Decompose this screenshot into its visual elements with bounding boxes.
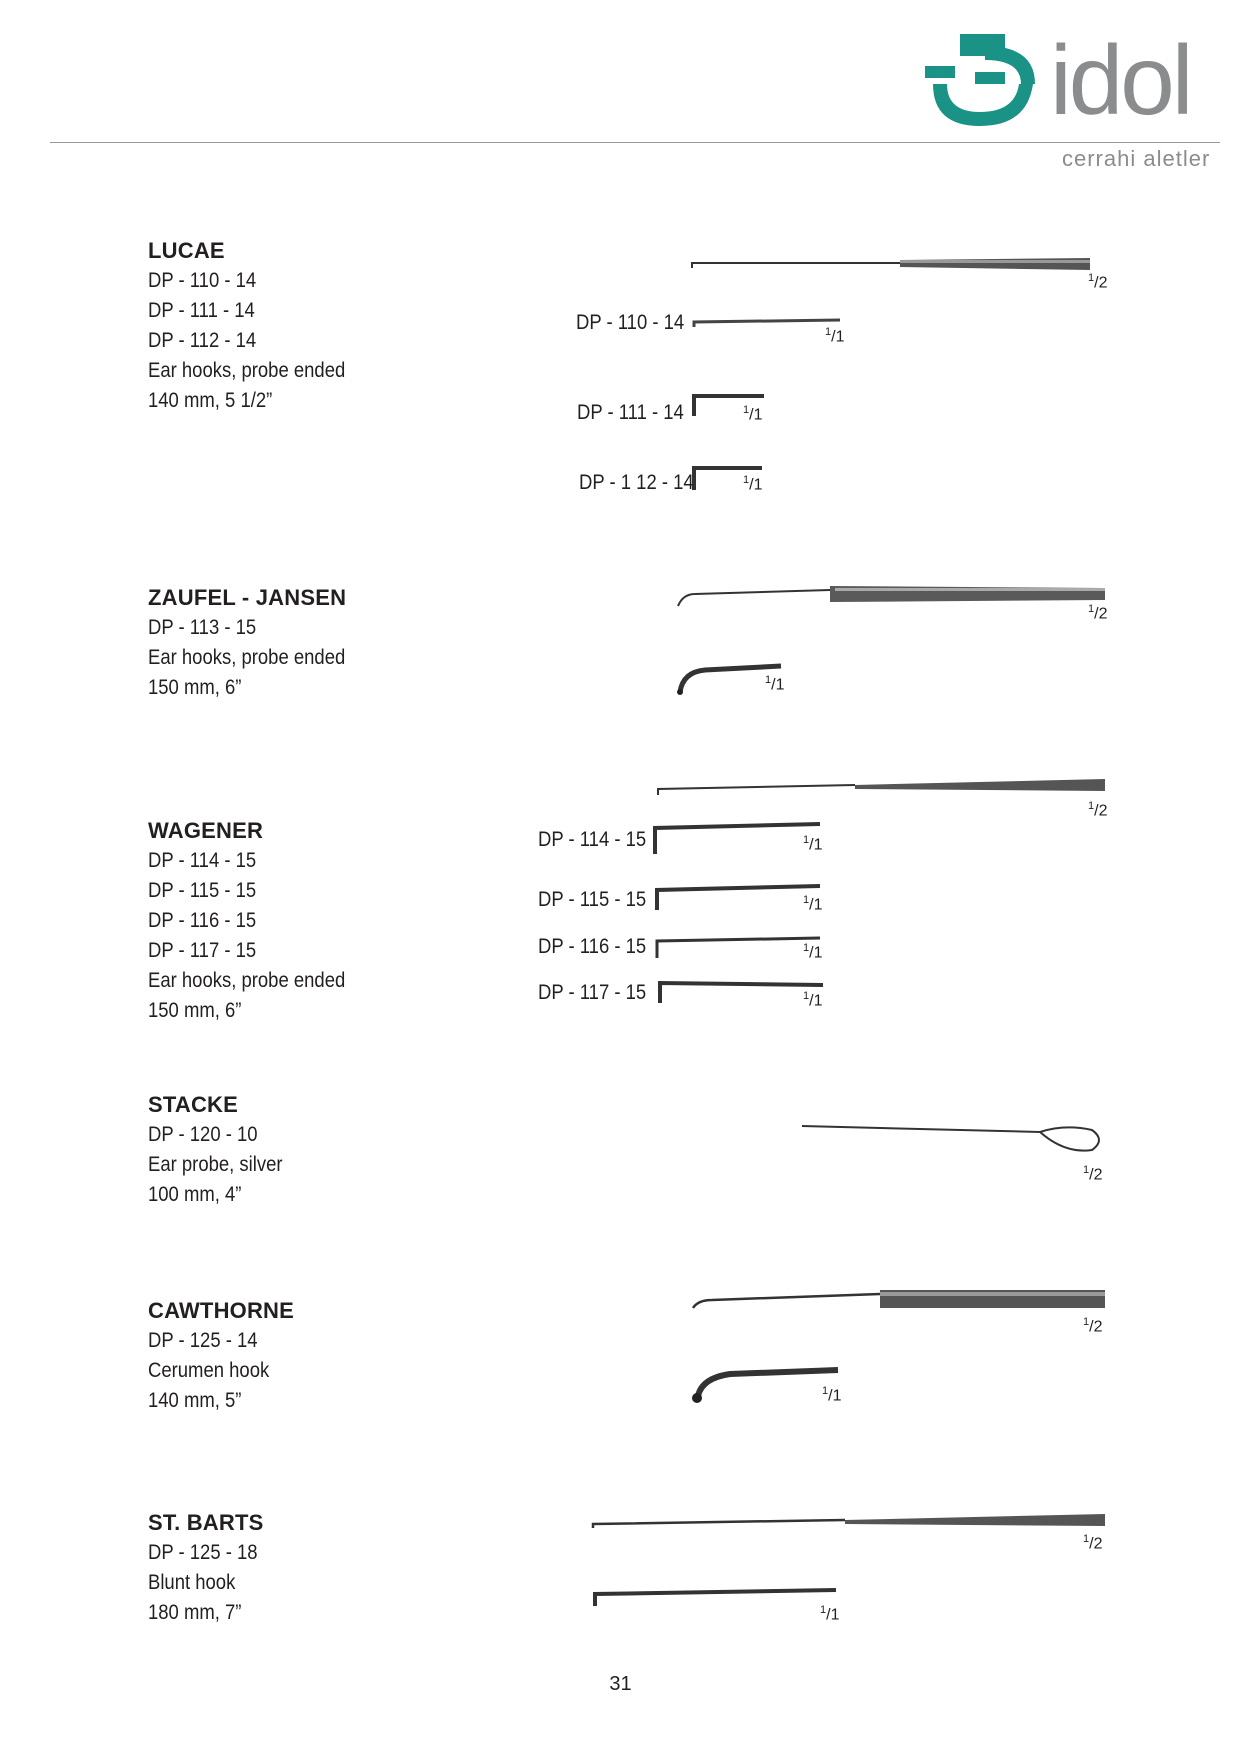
scale-full: $^1$/1 — [820, 1604, 840, 1624]
product-code: DP - 111 - 14 — [148, 299, 255, 322]
wagener-hook-illustration — [650, 818, 825, 858]
product-code: DP - 117 - 15 — [148, 939, 257, 962]
page-number: 31 — [609, 1673, 632, 1695]
product-code: DP - 125 - 18 — [148, 1541, 258, 1564]
section-title: CAWTHORNE — [148, 1298, 295, 1323]
section-title: WAGENER — [148, 818, 264, 843]
st-barts-detail-illustration — [590, 1580, 840, 1610]
product-description: Cerumen hook — [148, 1359, 270, 1382]
cawthorne-detail-illustration — [690, 1356, 840, 1406]
scale-half: $^1$/2 — [1088, 603, 1108, 623]
section-title: LUCAE — [148, 238, 225, 263]
product-size: 150 mm, 6” — [148, 999, 242, 1022]
product-code: DP - 120 - 10 — [148, 1123, 258, 1146]
scale-full: $^1$/1 — [803, 894, 823, 914]
scale-full: $^1$/1 — [803, 942, 823, 962]
scale-full: $^1$/1 — [825, 326, 845, 346]
scale-half: $^1$/2 — [1088, 272, 1108, 292]
wagener-hook-illustration — [652, 930, 824, 962]
product-size: 140 mm, 5” — [148, 1389, 242, 1412]
brand-logo — [925, 26, 1220, 176]
section-cawthorne — [148, 1296, 294, 1416]
scale-full: $^1$/1 — [803, 990, 823, 1010]
header-rule — [50, 142, 1220, 143]
zaufel-jansen-instrument-illustration — [675, 578, 1107, 612]
stacke-probe-illustration — [800, 1118, 1105, 1158]
section-stacke — [148, 1090, 301, 1210]
figure-code: DP - 114 - 15 — [538, 828, 647, 851]
scale-full: $^1$/1 — [743, 474, 763, 494]
product-description: Ear hooks, probe ended — [148, 646, 346, 669]
product-code: DP - 112 - 14 — [148, 329, 257, 352]
product-description: Ear hooks, probe ended — [148, 359, 346, 382]
section-wagener — [148, 816, 372, 1026]
product-code: DP - 116 - 15 — [148, 909, 257, 932]
figure-code: DP - 115 - 15 — [538, 888, 647, 911]
product-size: 100 mm, 4” — [148, 1183, 242, 1206]
scale-half: $^1$/2 — [1088, 800, 1108, 820]
product-code: DP - 125 - 14 — [148, 1329, 258, 1352]
section-st-barts — [148, 1508, 273, 1628]
product-code: DP - 110 - 14 — [148, 269, 257, 292]
wagener-instrument-illustration — [655, 773, 1107, 799]
figure-code: DP - 116 - 15 — [538, 935, 647, 958]
product-code: DP - 113 - 15 — [148, 616, 257, 639]
brand-name: idol — [1050, 25, 1191, 135]
lucae-instrument-illustration — [690, 250, 1110, 280]
wagener-hook-illustration — [655, 975, 827, 1007]
product-description: Ear hooks, probe ended — [148, 969, 346, 992]
figure-code: DP - 1 12 - 14 — [579, 471, 694, 494]
section-zaufel-jansen — [148, 583, 372, 703]
product-description: Blunt hook — [148, 1571, 236, 1594]
section-title: STACKE — [148, 1092, 239, 1117]
lucae-detail-illustration — [692, 315, 842, 331]
figure-code: DP - 111 - 14 — [577, 401, 684, 424]
figure-code: DP - 117 - 15 — [538, 981, 647, 1004]
scale-half: $^1$/2 — [1083, 1316, 1103, 1336]
section-lucae — [148, 236, 372, 416]
product-size: 150 mm, 6” — [148, 676, 242, 699]
scale-full: $^1$/1 — [803, 834, 823, 854]
section-title: ZAUFEL - JANSEN — [148, 585, 347, 610]
scale-half: $^1$/2 — [1083, 1533, 1103, 1553]
product-description: Ear probe, silver — [148, 1153, 283, 1176]
cawthorne-instrument-illustration — [690, 1286, 1108, 1318]
product-size: 180 mm, 7” — [148, 1601, 242, 1624]
scale-half: $^1$/2 — [1083, 1164, 1103, 1184]
scale-full: $^1$/1 — [822, 1385, 842, 1405]
product-size: 140 mm, 5 1/2” — [148, 389, 273, 412]
section-title: ST. BARTS — [148, 1510, 264, 1535]
st-barts-instrument-illustration — [590, 1510, 1108, 1534]
scale-full: $^1$/1 — [765, 674, 785, 694]
figure-code: DP - 110 - 14 — [576, 311, 685, 334]
product-code: DP - 115 - 15 — [148, 879, 257, 902]
scale-full: $^1$/1 — [743, 404, 763, 424]
brand-tagline: cerrahi aletler — [1062, 146, 1211, 171]
wagener-hook-illustration — [652, 878, 824, 914]
idol-logo-mark-icon — [925, 26, 1055, 131]
product-code: DP - 114 - 15 — [148, 849, 257, 872]
